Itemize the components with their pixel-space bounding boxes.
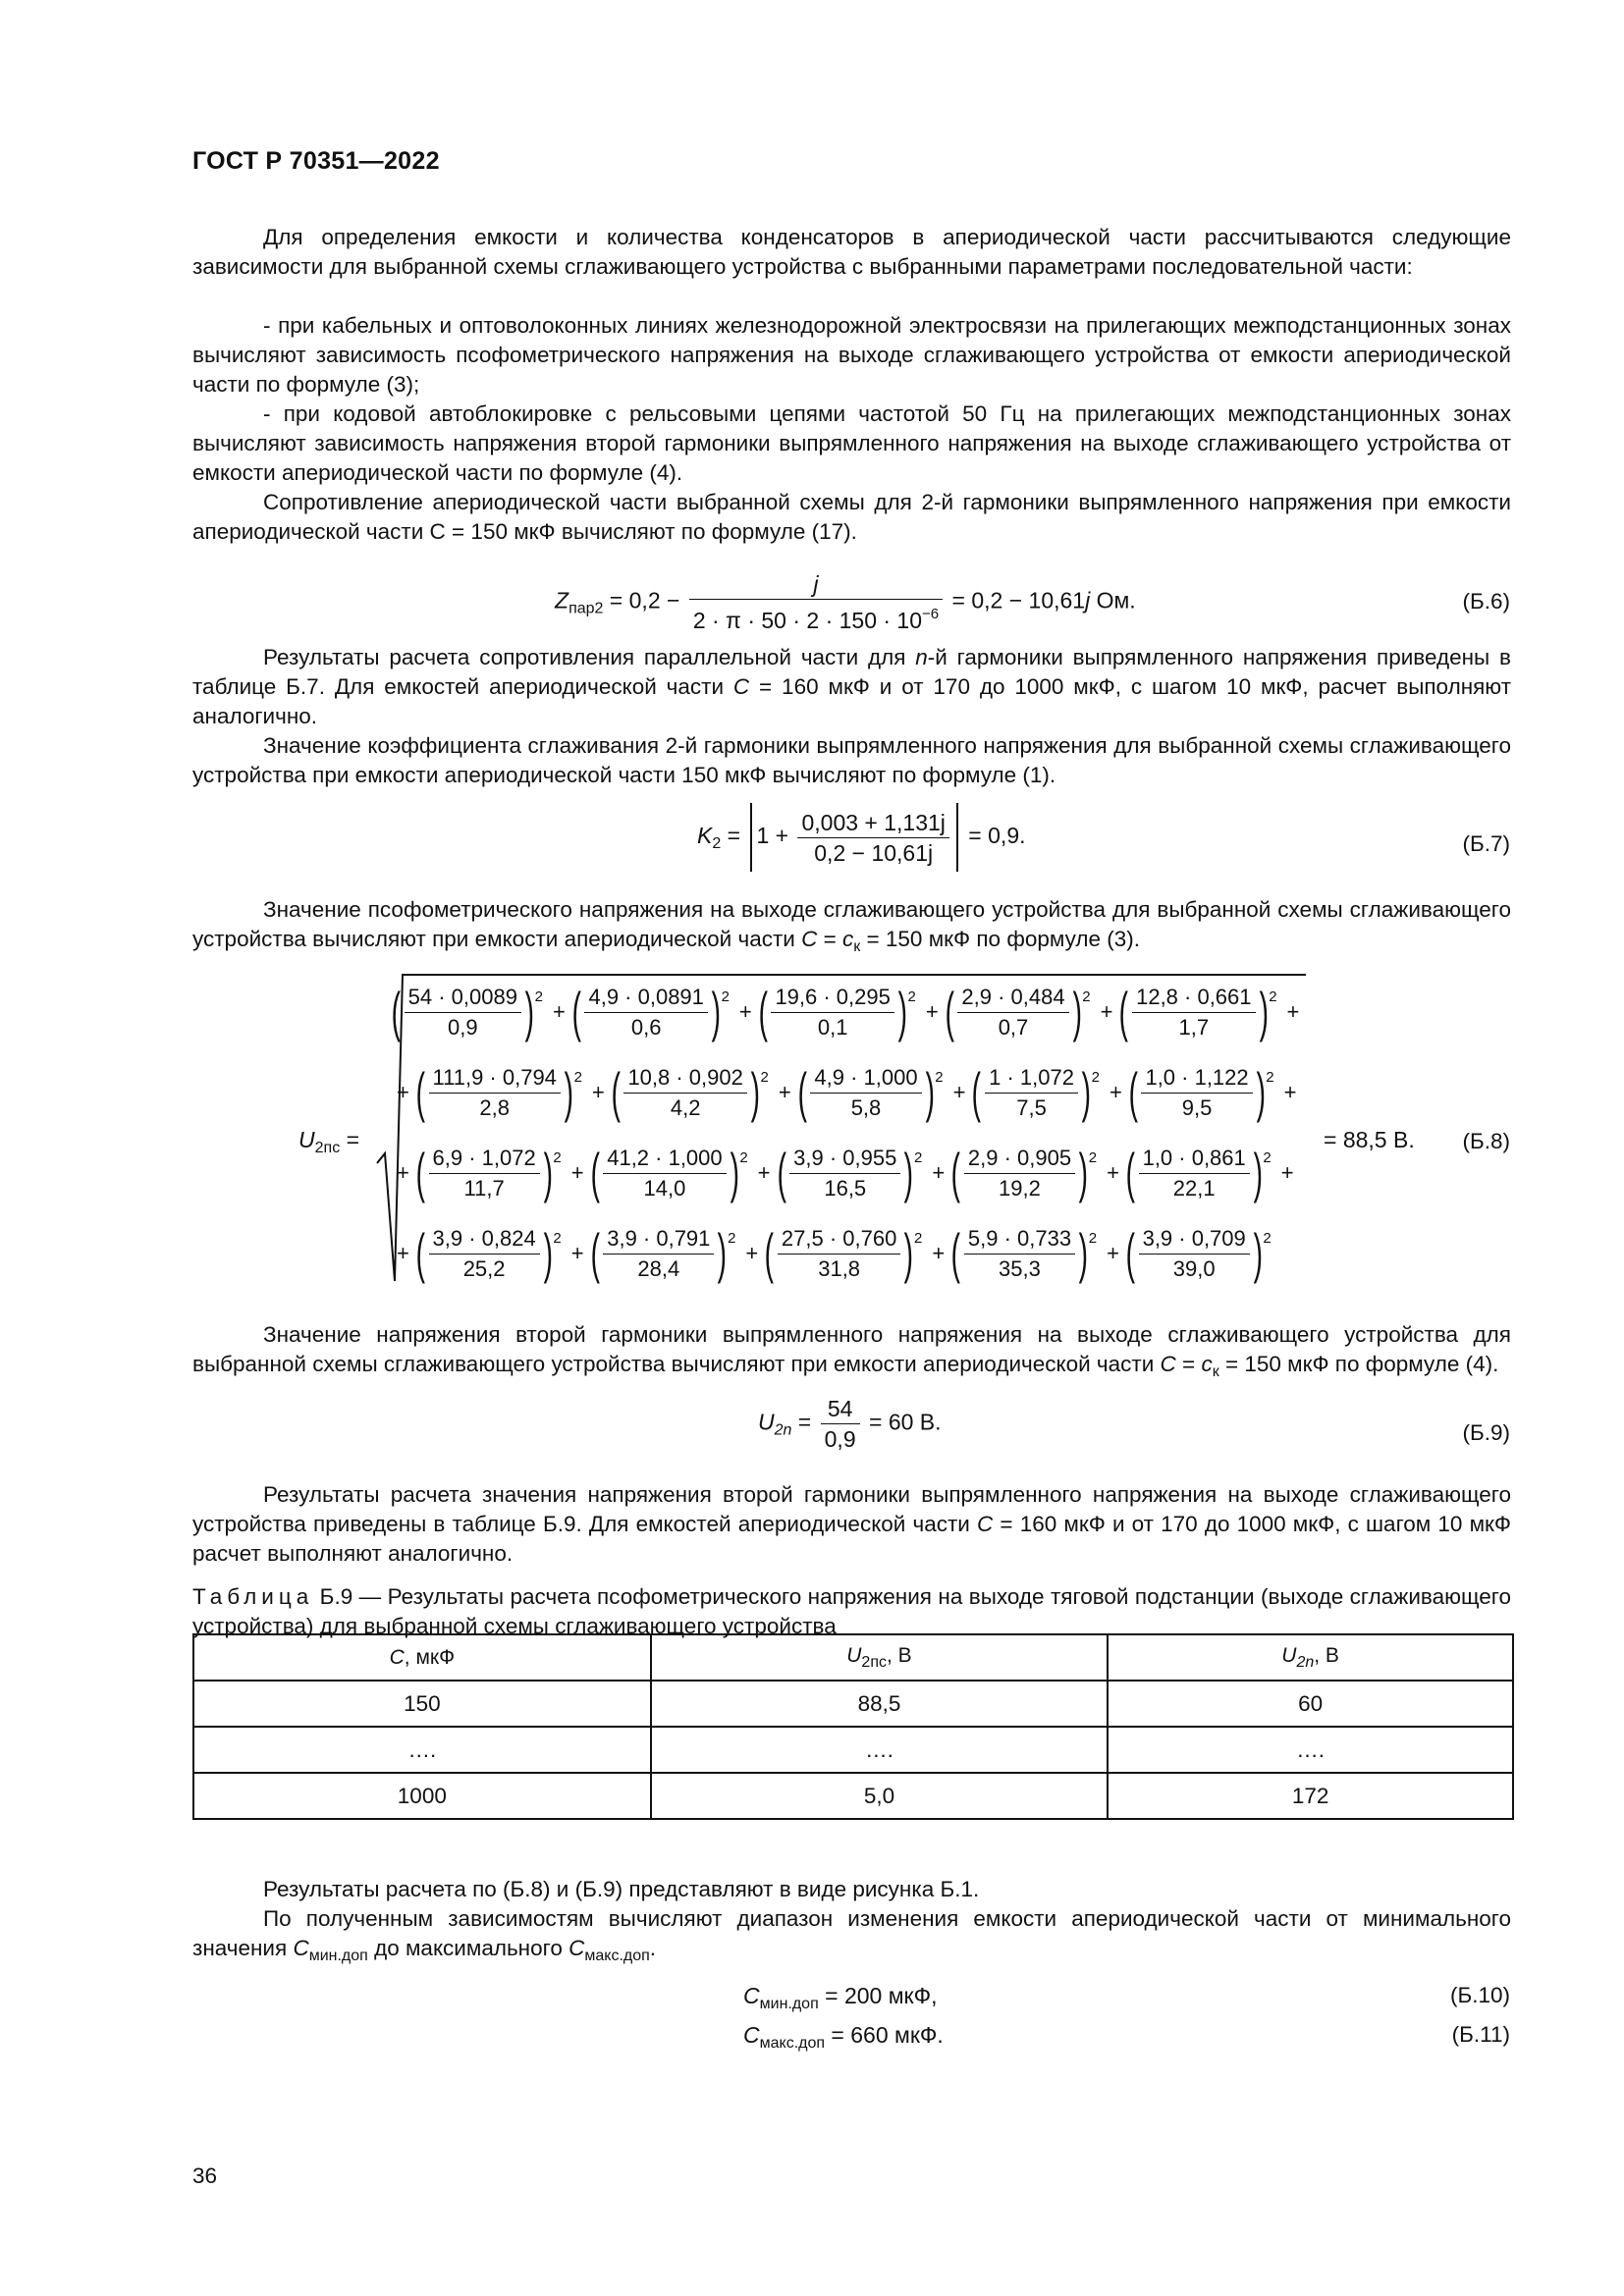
table-cell: 150 [193, 1681, 651, 1727]
equation-b8-term: ( $\frac{10,8 \cdot 0,902}{4,2}$ ) 2 [611, 1061, 769, 1123]
plus-sign: + [932, 1160, 946, 1185]
equation-b8-term: ( $\frac{6,9 \cdot 1,072}{11,7}$ ) 2 [415, 1142, 562, 1203]
equation-b8-result: = 88,5 В. [1324, 1127, 1415, 1152]
equation-b9: $U_{2n}$ = $\frac{54}{0,9}$ = 60 В. [758, 1396, 942, 1452]
equation-number-b11: (Б.11) [1451, 2022, 1510, 2047]
table-cell: 172 [1108, 1773, 1513, 1819]
equation-b8-term: ( $\frac{2,9 \cdot 0,484}{0,7}$ ) 2 [945, 981, 1091, 1042]
results-table [192, 1633, 1514, 1820]
equation-b10: $C_{мин.доп} = 200$ мкФ, [743, 1983, 938, 2012]
table-row [193, 1681, 1513, 1727]
plus-sign: + [570, 1160, 584, 1185]
equation-b8-term: ( $\frac{1,0 \cdot 0,861}{22,1}$ ) 2 [1125, 1142, 1272, 1203]
document-header: ГОСТ Р 70351—2022 [192, 147, 440, 175]
paragraph-second-harmonic: Значение напряжения второй гармоники выпрямленного напряжения на выходе сглаживающего устройства для выбранной схемы сглаживающего устройства вычисляют при емкости апериодической части $C = c_к = 150$ мкФ по формуле (4). [192, 1322, 1511, 1380]
equation-b8-term: ( $\frac{2,9 \cdot 0,905}{19,2}$ ) 2 [950, 1142, 1098, 1203]
equation-b8-term: ( $\frac{4,9 \cdot 0,0891}{0,6}$ ) 2 [571, 981, 730, 1042]
equation-b8-term: ( $\frac{3,9 \cdot 0,709}{39,0}$ ) 2 [1125, 1222, 1272, 1284]
equation-b6: $Z_{пар2} = 0,2$ − $\frac{j}{2 \cdot \pi \cdot 50 \cdot 2 \cdot 150 \cdot 10^{-6}}$ = 0,2 − 10,61j Ом. [555, 571, 1136, 633]
paragraph-b9-results: Результаты расчета значения напряжения второй гармоники выпрямленного напряжения на выходе сглаживающего устройства приведены в таблице Б.9. Для емкостей апериодической части C = 160 мкФ и от 170 до 1000 мкФ, с шагом 10 мкФ расчет выполняют аналогично. [192, 1482, 1512, 1566]
equation-number-b7: (Б.7) [1462, 831, 1510, 856]
plus-sign: + [552, 999, 566, 1024]
plus-sign: + [1107, 1160, 1119, 1185]
equation-b8-term: ( $\frac{111,9 \cdot 0,794}{2,8}$ ) 2 [415, 1061, 582, 1123]
equation-b8-term: ( $\frac{4,9 \cdot 1,000}{5,8}$ ) 2 [797, 1061, 944, 1123]
paragraph-psophometric: Значение псофометрического напряжения на выходе сглаживающего устройства для выбранной схемы сглаживающего устройства вычисляют при емкости апериодической части $C = c_к = 150$ мкФ по формуле (3). [192, 897, 1511, 955]
table-caption: Таблица Б.9 — Результаты расчета псофометрического напряжения на выходе тяговой подстанции (выходе сглаживающего устройства) для выбранной схемы сглаживающего устройства [192, 1584, 1511, 1638]
plus-sign: + [397, 1241, 409, 1265]
paragraph-cable-lines: - при кабельных и оптоволоконных линиях железнодорожной электросвязи на прилегающих межподстанционных зонах вычисляют зависимость псофометрического напряжения на выходе сглаживающего устройства от емкости апериодической части по формуле (3); [192, 313, 1511, 397]
equation-b8-term: ( $\frac{3,9 \cdot 0,955}{16,5}$ ) 2 [777, 1142, 923, 1203]
plus-sign: + [932, 1241, 946, 1265]
equation-number-b8: (Б.8) [1462, 1129, 1510, 1153]
plus-sign: + [1283, 1080, 1297, 1104]
equation-b8-term: ( $\frac{1,0 \cdot 1,122}{9,5}$ ) 2 [1128, 1061, 1274, 1123]
plus-sign: + [1286, 999, 1300, 1024]
table-cell: …. [651, 1727, 1109, 1773]
table-cell: 88,5 [651, 1681, 1109, 1727]
table-cell: …. [1108, 1727, 1513, 1773]
equation-number-b6: (Б.6) [1462, 589, 1510, 614]
paragraph-range: По полученным зависимостям вычисляют диапазон изменения емкости апериодической части от минимального значения $C_{мин.доп}$ до максимального $C_{макс.доп}$. [192, 1906, 1511, 1964]
table-header-u2ps: $U_{2пс}$, В [651, 1634, 1109, 1681]
equation-b8-term: ( $\frac{3,9 \cdot 0,791}{28,4}$ ) 2 [590, 1222, 736, 1284]
paragraph-parallel-results: Результаты расчета сопротивления параллельной части для n-й гармоники выпрямленного напряжения приведены в таблице Б.7. Для емкостей апериодической части C = 160 мкФ и от 170 до 1000 мкФ, с шагом 10 мкФ, расчет выполняют аналогично. [192, 645, 1512, 728]
plus-sign: + [1107, 1241, 1119, 1265]
paragraph-smoothing-coefficient: Значение коэффициента сглаживания 2-й гармоники выпрямленного напряжения для выбранной схемы сглаживающего устройства при емкости апериодической части 150 мкФ вычисляют по формуле (1). [192, 733, 1511, 787]
table-cell: 5,0 [651, 1773, 1109, 1819]
table-cell: 60 [1108, 1681, 1513, 1727]
equation-b8-row [391, 1133, 1305, 1213]
plus-sign: + [757, 1160, 771, 1185]
paragraph-intro: Для определения емкости и количества конденсаторов в апериодической части рассчитываются следующие зависимости для выбранной схемы сглаживающего устройства с выбранными параметрами последовательной части: [192, 225, 1511, 279]
table-row [193, 1727, 1513, 1773]
equation-b8-term: ( $\frac{12,8 \cdot 0,661}{1,7}$ ) 2 [1119, 981, 1277, 1042]
equation-b8-term: ( $\frac{54 \cdot 0,0089}{0,9}$ ) 2 [391, 981, 543, 1042]
table-row [193, 1773, 1513, 1819]
equation-b8-terms [391, 972, 1305, 1294]
equation-b8-row [391, 972, 1305, 1052]
equation-b11: $C_{макс.доп} = 660$ мкФ. [743, 2022, 944, 2052]
plus-sign: + [397, 1160, 409, 1185]
paragraph-resistance: Сопротивление апериодической части выбранной схемы для 2-й гармоники выпрямленного напряжения при емкости апериодической части С = 150 мкФ вычисляют по формуле (17). [192, 490, 1511, 544]
equation-b8-term: ( $\frac{19,6 \cdot 0,295}{0,1}$ ) 2 [758, 981, 916, 1042]
plus-sign: + [1109, 1080, 1122, 1104]
plus-sign: + [591, 1080, 605, 1104]
table-cell: 1000 [193, 1773, 651, 1819]
plus-sign: + [1100, 999, 1113, 1024]
equation-b8-term: ( $\frac{27,5 \cdot 0,760}{31,8}$ ) 2 [764, 1222, 923, 1284]
equation-number-b10: (Б.10) [1449, 1983, 1510, 2007]
equation-b7: $K_2 = 1$ + $\frac{0,003 + 1,131j}{0,2 - 10,61j}$ = 0,9. [697, 803, 1026, 872]
equation-b8-term: ( $\frac{5,9 \cdot 0,733}{35,3}$ ) 2 [950, 1222, 1098, 1284]
plus-sign: + [1280, 1160, 1294, 1185]
plus-sign: + [952, 1080, 966, 1104]
paragraph-figure-ref: Результаты расчета по (Б.8) и (Б.9) представляют в виде рисунка Б.1. [263, 1877, 980, 1901]
paragraph-code-autoblock: - при кодовой автоблокировке с рельсовыми цепями частотой 50 Гц на прилегающих межподстанционных зонах вычисляют зависимость напряжения второй гармоники выпрямленного напряжения на выходе сглаживающего устройства от емкости апериодической части по формуле (4). [192, 401, 1511, 485]
plus-sign: + [397, 1080, 409, 1104]
plus-sign: + [925, 999, 939, 1024]
equation-b8-term: ( $\frac{3,9 \cdot 0,824}{25,2}$ ) 2 [415, 1222, 562, 1284]
page-number: 36 [192, 2163, 218, 2188]
plus-sign: + [738, 999, 752, 1024]
table-cell: …. [193, 1727, 651, 1773]
table-header-capacitance: C, мкФ [193, 1634, 651, 1681]
equation-b8-row [391, 1052, 1305, 1133]
plus-sign: + [778, 1080, 791, 1104]
equation-b8-row [391, 1213, 1305, 1294]
equation-b8-term: ( $\frac{1 \cdot 1,072}{7,5}$ ) 2 [972, 1061, 1100, 1123]
table-header-u2n: $U_{2n}$, В [1108, 1634, 1513, 1681]
equation-b8-term: ( $\frac{41,2 \cdot 1,000}{14,0}$ ) 2 [590, 1142, 748, 1203]
equation-number-b9: (Б.9) [1462, 1420, 1510, 1445]
equation-b8-lhs: $U_{2пс}$ = [298, 1127, 360, 1156]
plus-sign: + [745, 1241, 759, 1265]
plus-sign: + [570, 1241, 584, 1265]
